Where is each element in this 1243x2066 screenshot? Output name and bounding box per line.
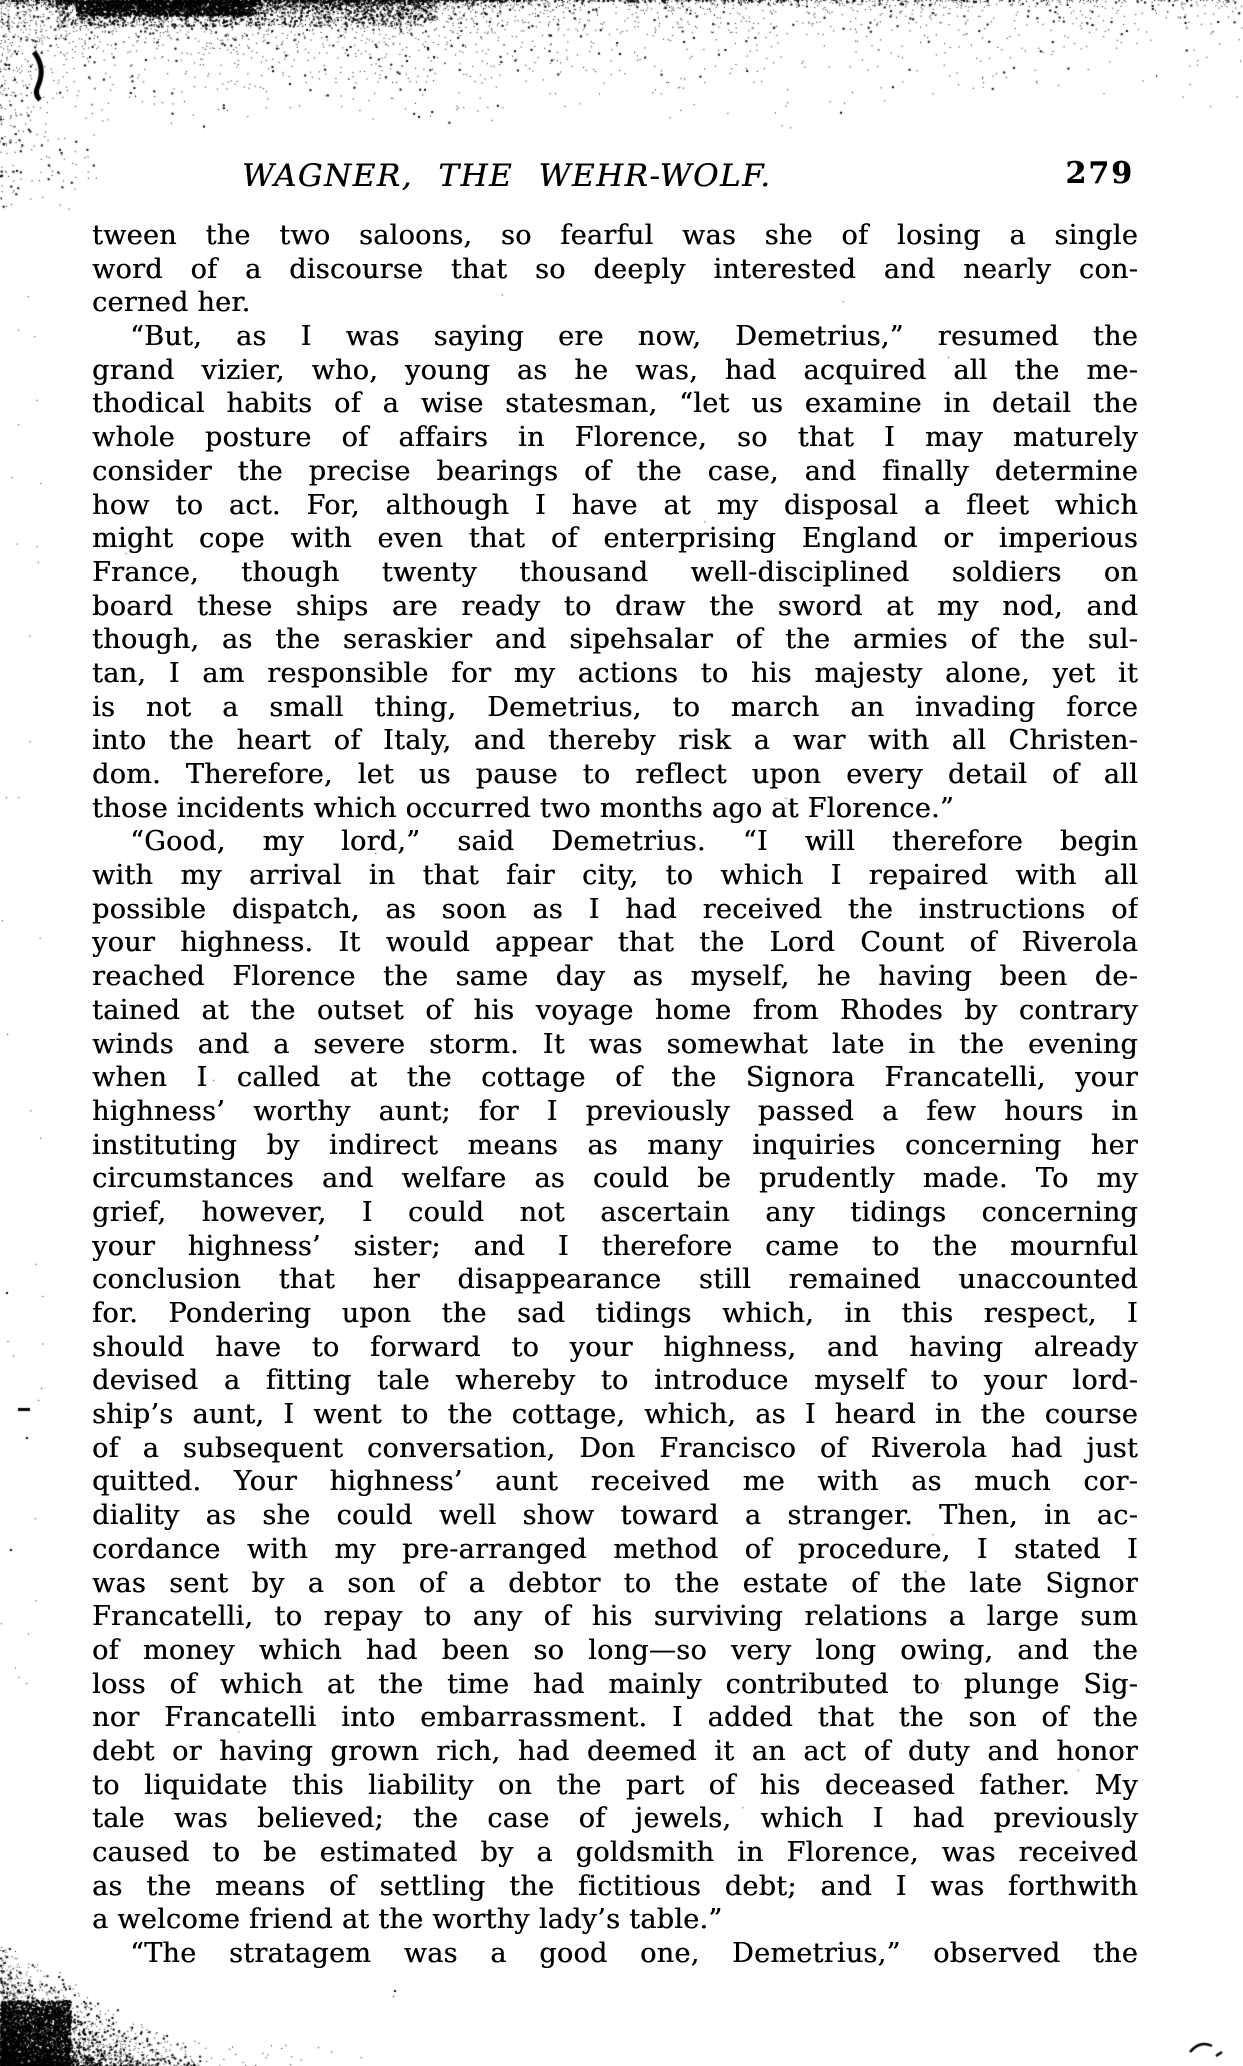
text-line: grand vizier, who, young as he was, had acquired all the me- <box>92 354 1138 386</box>
text-line: caused to be estimated by a goldsmith in Florence, was received <box>92 1837 1138 1868</box>
text-line: tained at the outset of his voyage home from Rhodes by contrary <box>92 994 1138 1026</box>
text-line: of a subsequent conversation, Don Francisco of Riverola had just <box>92 1432 1138 1464</box>
text-line: loss of which at the time had mainly contributed to plunge Sig- <box>92 1668 1138 1700</box>
text-line: cerned her. <box>92 287 251 319</box>
text-line: with my arrival in that fair city, to which I repaired with all <box>92 860 1138 892</box>
text-line: tan, I am responsible for my actions to his majesty alone, yet it <box>92 657 1138 689</box>
text-line: quitted. Your highness’ aunt received me with as much cor- <box>92 1466 1138 1498</box>
text-line: circumstances and welfare as could be prudently made. To my <box>92 1163 1138 1195</box>
text-line: tale was believed; the case of jewels, which I had previously <box>92 1803 1138 1835</box>
text-line: board these ships are ready to draw the sword at my nod, and <box>92 590 1138 622</box>
running-title: WAGNER, THE WEHR-WOLF. <box>242 158 772 194</box>
text-line: a welcome friend at the worthy lady’s table.” <box>92 1904 723 1936</box>
text-line: highness’ worthy aunt; for I previously passed a few hours in <box>92 1095 1138 1127</box>
text-line: France, though twenty thousand well-disciplined soldiers on <box>92 556 1138 588</box>
text-line: those incidents which occurred two months ago at Florence.” <box>92 792 954 824</box>
text-line: diality as she could well show toward a stranger. Then, in ac- <box>92 1500 1138 1532</box>
text-line: winds and a severe storm. It was somewhat late in the evening <box>92 1028 1138 1060</box>
text-line: dom. Therefore, let us pause to reflect upon every detail of all <box>92 759 1138 790</box>
text-line: ship’s aunt, I went to the cottage, which, as I heard in the course <box>92 1399 1138 1431</box>
text-line: devised a fitting tale whereby to introduce myself to your lord- <box>92 1365 1138 1397</box>
text-line: “The stratagem was a good one, Demetrius,” observed the <box>130 1938 1138 1970</box>
text-line: conclusion that her disappearance still remained unaccounted <box>92 1264 1138 1296</box>
text-line: Francatelli, to repay to any of his surviving relations a large sum <box>92 1601 1138 1633</box>
page-header <box>92 158 1138 202</box>
text-line: nor Francatelli into embarrassment. I added that the son of the <box>92 1702 1138 1734</box>
text-line: to liquidate this liability on the part of his deceased father. My <box>92 1769 1138 1801</box>
text-line: though, as the seraskier and sipehsalar of the armies of the sul- <box>92 624 1138 656</box>
page-number: 279 <box>1065 156 1134 191</box>
text-line: thodical habits of a wise statesman, “let us examine in detail the <box>92 388 1138 420</box>
text-line: word of a discourse that so deeply interested and nearly con- <box>92 253 1138 285</box>
text-line: grief, however, I could not ascertain any tidings concerning <box>92 1196 1138 1228</box>
text-line: was sent by a son of a debtor to the estate of the late Signor <box>92 1567 1138 1599</box>
text-line: your highness’ sister; and I therefore came to the mournful <box>92 1230 1138 1262</box>
text-line: debt or having grown rich, had deemed it an act of duty and honor <box>92 1735 1138 1767</box>
text-line: consider the precise bearings of the case, and finally determine <box>92 455 1138 487</box>
text-line: into the heart of Italy, and thereby risk a war with all Christen- <box>92 725 1138 757</box>
text-line: for. Pondering upon the sad tidings which, in this respect, I <box>92 1298 1138 1329</box>
text-line: as the means of settling the fictitious debt; and I was forthwith <box>92 1870 1138 1902</box>
text-line: your highness. It would appear that the Lord Count of Riverola <box>92 927 1138 959</box>
text-line: how to act. For, although I have at my disposal a fleet which <box>92 489 1138 521</box>
text-line: “But, as I was saying ere now, Demetrius,” resumed the <box>130 321 1138 353</box>
text-line: is not a small thing, Demetrius, to march an invading force <box>92 691 1138 723</box>
text-line: might cope with even that of enterprising England or imperious <box>92 523 1138 555</box>
text-line: tween the two saloons, so fearful was she of losing a single <box>92 220 1138 251</box>
text-line: cordance with my pre-arranged method of procedure, I stated I <box>92 1533 1138 1565</box>
text-line: “Good, my lord,” said Demetrius. “I will therefore begin <box>130 826 1138 858</box>
text-line: should have to forward to your highness, and having already <box>92 1331 1138 1363</box>
text-line: whole posture of affairs in Florence, so that I may maturely <box>92 422 1138 454</box>
text-line: when I called at the cottage of the Signora Francatelli, your <box>92 1062 1138 1094</box>
page-text <box>92 219 1138 1971</box>
text-line: reached Florence the same day as myself, he having been de- <box>92 961 1138 993</box>
text-line: of money which had been so long—so very long owing, and the <box>92 1634 1138 1666</box>
text-line: possible dispatch, as soon as I had received the instructions of <box>92 893 1138 925</box>
text-line: instituting by indirect means as many inquiries concerning her <box>92 1129 1138 1161</box>
